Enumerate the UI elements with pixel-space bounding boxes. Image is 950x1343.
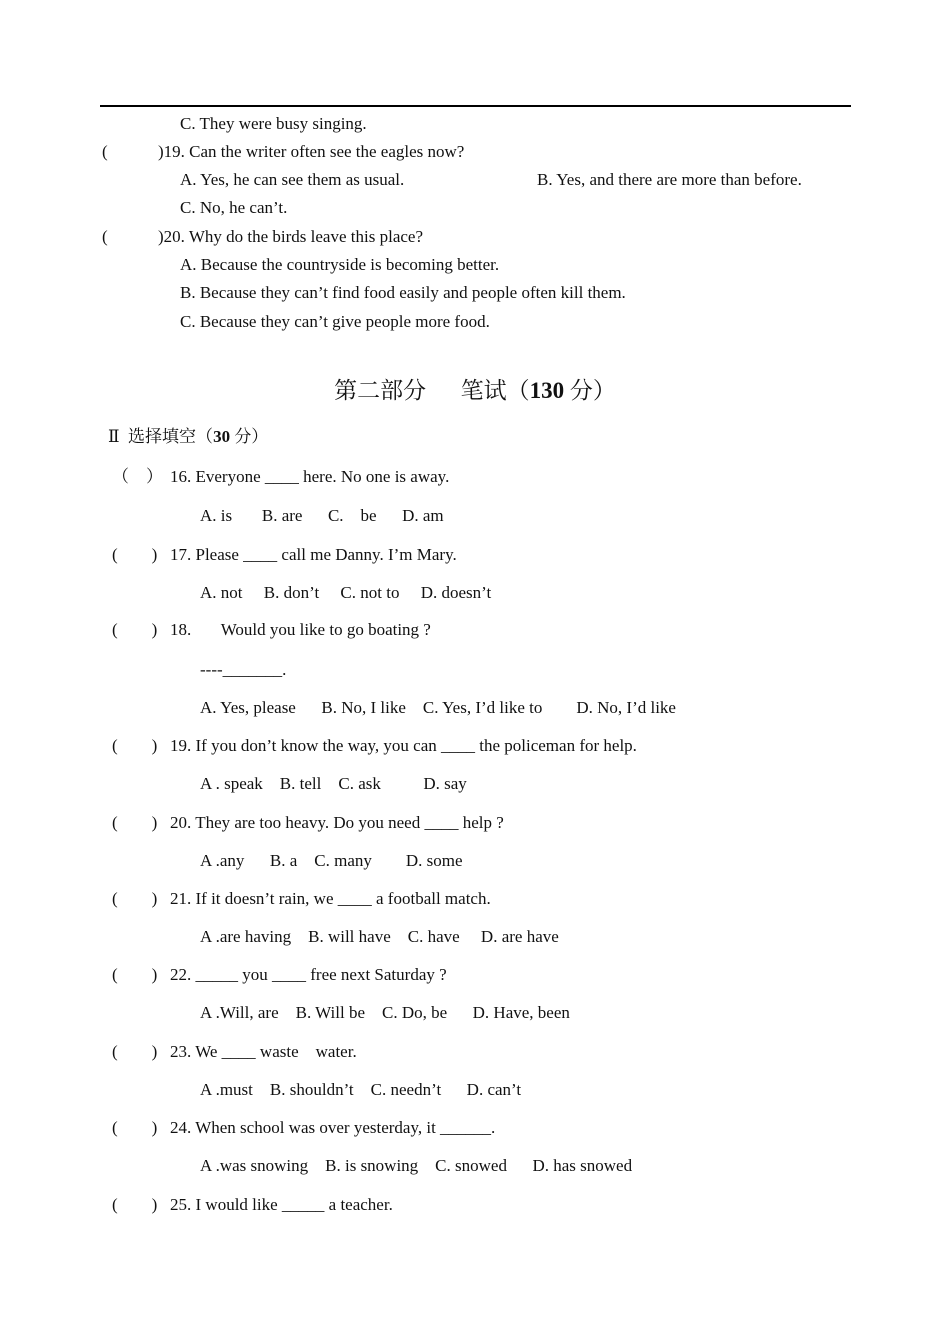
q19-options: A . speak B. tell C. ask D. say — [200, 774, 467, 793]
q16-paren: （ ） — [112, 467, 163, 486]
q24-stem: 24. When school was over yesterday, it ______. — [170, 1118, 496, 1137]
part-two-title — [0, 376, 950, 406]
q20-top-option-a: A. Because the countryside is becoming better. — [180, 255, 500, 274]
q21-options: A .are having B. will have C. have D. are have — [200, 927, 559, 946]
q16-stem: 16. Everyone ____ here. No one is away. — [170, 467, 450, 486]
q25-stem: 25. I would like _____ a teacher. — [170, 1195, 393, 1214]
part-two-score: 130 — [529, 378, 565, 403]
part-two-title-suffix: 分） — [564, 378, 616, 403]
q19-top-stem: )19. Can the writer often see the eagles now? — [158, 142, 465, 161]
q21-stem: 21. If it doesn’t rain, we ____ a football match. — [170, 889, 491, 908]
q19-top-option-c: C. No, he can’t. — [180, 198, 288, 217]
q19-stem: 19. If you don’t know the way, you can ____ the policeman for help. — [170, 736, 637, 755]
q17-options: A. not B. don’t C. not to D. doesn’t — [200, 583, 492, 602]
q19-top-paren: ( — [102, 142, 108, 161]
q19-top-option-a: A. Yes, he can see them as usual. — [180, 170, 405, 189]
q18-paren: ( ) — [112, 620, 158, 639]
q21-paren: ( ) — [112, 889, 158, 908]
q22-stem: 22. _____ you ____ free next Saturday ? — [170, 965, 447, 984]
q19-paren: ( ) — [112, 736, 158, 755]
q20-top-paren: ( — [102, 227, 108, 246]
section-ii-label: Ⅱ 选择填空（ — [108, 427, 214, 446]
q22-options: A .Will, are B. Will be C. Do, be D. Have, been — [200, 1003, 570, 1022]
q18-stem: 18. Would you like to go boating ? — [170, 620, 431, 639]
header-rule — [100, 105, 851, 107]
q23-paren: ( ) — [112, 1042, 158, 1061]
q23-stem: 23. We ____ waste water. — [170, 1042, 357, 1061]
q18-option-c: C. They were busy singing. — [180, 114, 367, 133]
part-two-title-text: 第二部分 笔试（ — [334, 378, 530, 403]
q20-paren: ( ) — [112, 813, 158, 832]
q17-stem: 17. Please ____ call me Danny. I’m Mary. — [170, 545, 457, 564]
q24-options: A .was snowing B. is snowing C. snowed D. has snowed — [200, 1156, 633, 1175]
q18-options: A. Yes, please B. No, I like C. Yes, I’d like to D. No, I’d like — [200, 698, 676, 717]
q20-stem: 20. They are too heavy. Do you need ____ help ? — [170, 813, 504, 832]
section-ii-suffix: 分） — [230, 427, 269, 446]
q20-top-option-b: B. Because they can’t find food easily and people often kill them. — [180, 283, 626, 302]
q22-paren: ( ) — [112, 965, 158, 984]
q24-paren: ( ) — [112, 1118, 158, 1137]
q19-top-option-b: B. Yes, and there are more than before. — [537, 170, 802, 189]
q25-paren: ( ) — [112, 1195, 158, 1214]
q18-answer-blank: ----_______. — [200, 660, 287, 679]
section-ii-heading — [108, 427, 268, 447]
q20-top-option-c: C. Because they can’t give people more food. — [180, 312, 490, 331]
section-ii-score: 30 — [213, 427, 231, 446]
q17-paren: ( ) — [112, 545, 158, 564]
q20-top-stem: )20. Why do the birds leave this place? — [158, 227, 423, 246]
q20-options: A .any B. a C. many D. some — [200, 851, 463, 870]
q23-options: A .must B. shouldn’t C. needn’t D. can’t — [200, 1080, 522, 1099]
q16-options: A. is B. are C. be D. am — [200, 506, 444, 525]
